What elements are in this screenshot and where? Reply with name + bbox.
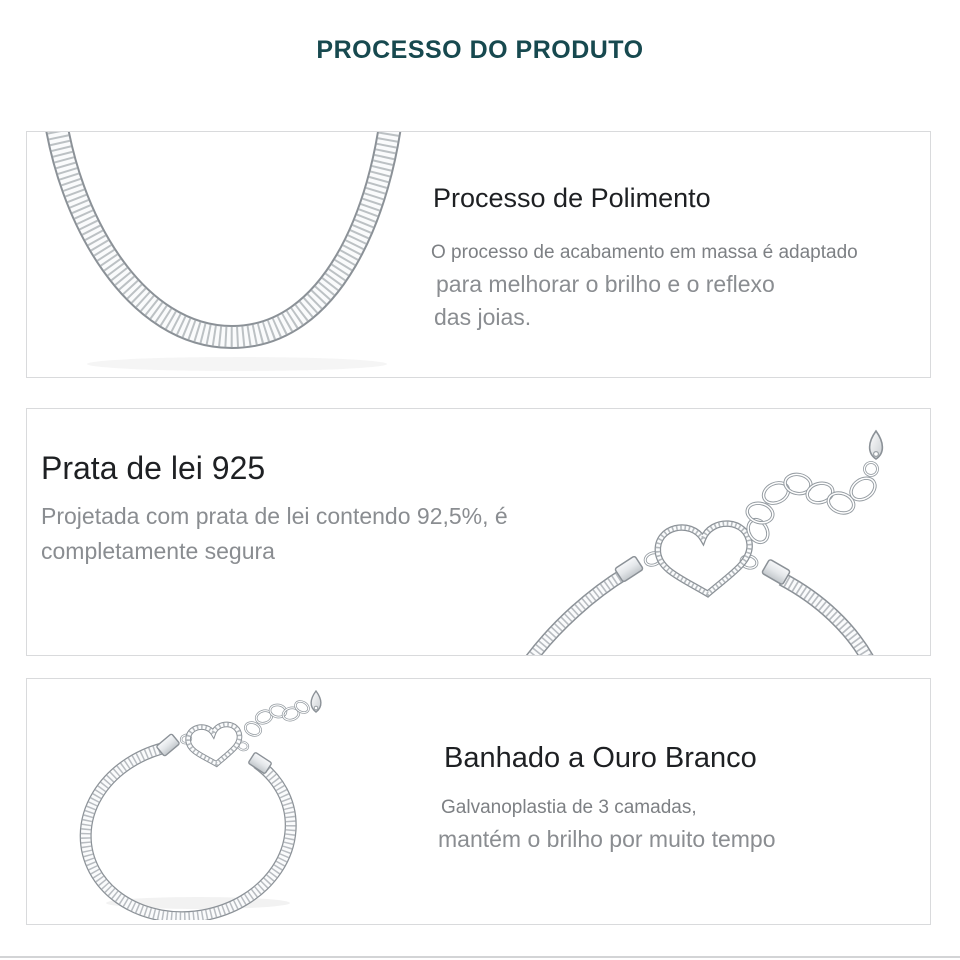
snake-chain-arc-image <box>27 132 447 378</box>
section-text-line: mantém o brilho por muito tempo <box>438 826 776 852</box>
section-text-line: das joias. <box>434 304 532 330</box>
heart-clasp-bracelet-full-image <box>73 685 363 920</box>
section-text-line: para melhorar o brilho e o reflexo <box>436 271 775 297</box>
section-title: Banhado a Ouro Branco <box>444 742 757 774</box>
card-polishing-process <box>26 131 931 378</box>
heart-clasp-bracelet-detail-image <box>490 409 930 656</box>
page-title: PROCESSO DO PRODUTO <box>316 36 644 64</box>
section-text-line: O processo de acabamento em massa é adaptado <box>431 242 858 263</box>
section-divider <box>0 956 960 958</box>
section-text-line: completamente segura <box>41 538 275 564</box>
section-text-line: Galvanoplastia de 3 camadas, <box>441 797 697 818</box>
section-title: Prata de lei 925 <box>41 450 266 486</box>
section-title: Processo de Polimento <box>433 183 711 213</box>
section-text-line: Projetada com prata de lei contendo 92,5%, é <box>41 503 508 529</box>
card-white-gold-plated <box>26 678 931 925</box>
card-sterling-silver <box>26 408 931 656</box>
